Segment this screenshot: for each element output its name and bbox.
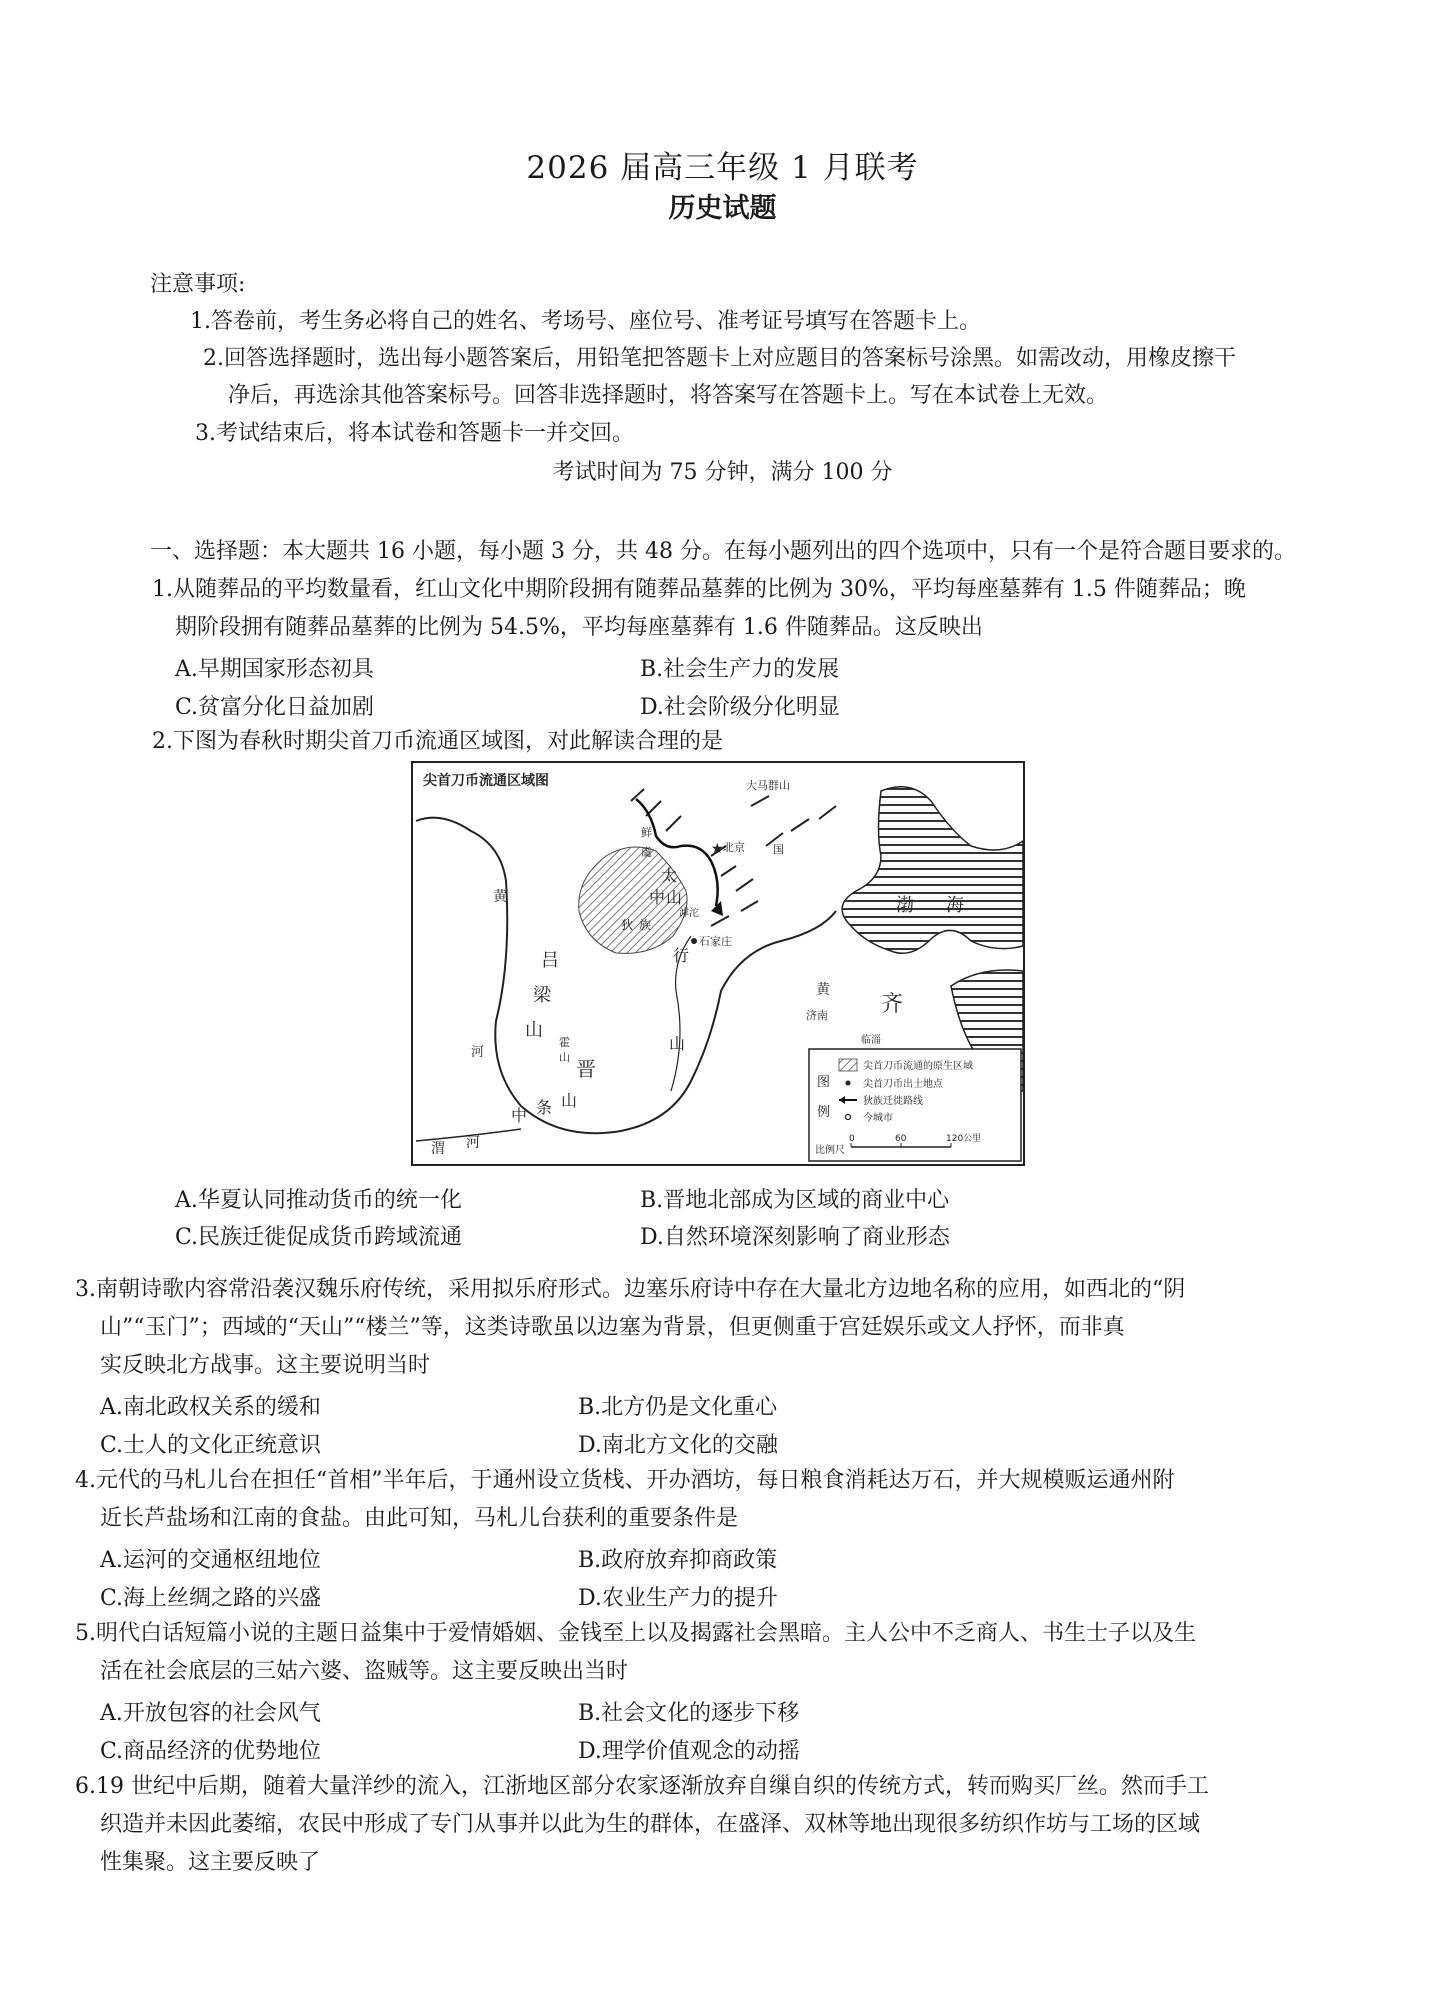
option-d: D.理学价值观念的动摇 — [578, 1739, 800, 1764]
question-text: 活在社会底层的三姑六婆、盗贼等。这主要反映出当时 — [100, 1659, 629, 1684]
shijiazhuang-dot — [691, 938, 697, 944]
option-d: D.农业生产力的提升 — [578, 1586, 778, 1611]
option-c: C.商品经济的优势地位 — [100, 1739, 322, 1764]
option-d: D.社会阶级分化明显 — [640, 695, 840, 720]
zhongshan-1: 中 — [649, 888, 666, 907]
zhongtiao-1: 中 — [511, 1106, 528, 1125]
wei-label: 渭 — [431, 1141, 445, 1157]
di-2: 族 — [639, 918, 652, 932]
guo-label: 国 — [773, 843, 784, 856]
exam-subtitle: 历史试题 — [668, 193, 777, 224]
qi-label: 齐 — [881, 992, 904, 1017]
exam-title: 2026 届高三年级 1 月联考 — [526, 150, 919, 186]
option-a: A.开放包容的社会风气 — [100, 1701, 321, 1726]
zhongtiao-3: 山 — [561, 1091, 578, 1110]
damaqun-label: 大马群山 — [746, 779, 790, 792]
notice-heading: 注意事项: — [150, 272, 246, 297]
huo-1: 霍 — [559, 1036, 570, 1049]
question-text: 织造并未因此萎缩，农民中形成了专门从事并以此为生的群体，在盛泽、双林等地出现很多纺织作坊与工场的区域 — [100, 1812, 1201, 1837]
option-b: B.晋地北部成为区域的商业中心 — [640, 1188, 950, 1213]
legend-item: 尖首刀币流通的原生区域 — [863, 1061, 973, 1072]
jinan-label: 济南 — [806, 1009, 828, 1022]
jin-label: 晋 — [576, 1057, 596, 1081]
beijing-label: 北京 — [723, 841, 745, 854]
option-a: A.早期国家形态初具 — [175, 657, 374, 682]
legend-tu: 图 — [817, 1075, 831, 1090]
option-a: A.华夏认同推动货币的统一化 — [175, 1188, 462, 1213]
option-a: A.南北政权关系的缓和 — [100, 1395, 321, 1420]
question-text: 2.下图为春秋时期尖首刀币流通区域图，对此解读合理的是 — [152, 729, 723, 754]
scale-tick: 120公里 — [946, 1134, 982, 1144]
legend-item: 尖首刀币出土地点 — [863, 1079, 943, 1090]
scale-label: 比例尺 — [815, 1145, 845, 1156]
question-text: 近长芦盐场和江南的食盐。由此可知，马札儿台获利的重要条件是 — [100, 1506, 739, 1531]
option-b: B.社会生产力的发展 — [640, 657, 840, 682]
huang-river-2: 河 — [471, 1045, 485, 1060]
option-c: C.海上丝绸之路的兴盛 — [100, 1586, 322, 1611]
notice-item: 1.答卷前，考生务必将自己的姓名、考场号、座位号、准考证号填写在答题卡上。 — [190, 309, 981, 334]
huang-river-3: 黄 — [816, 982, 830, 998]
linzi-label: 临淄 — [861, 1035, 881, 1046]
notice-item: 3.考试结束后，将本试卷和答题卡一并交回。 — [195, 421, 634, 446]
option-c: C.士人的文化正统意识 — [100, 1433, 322, 1458]
notice-item: 2.回答选择题时，选出每小题答案后，用铅笔把答题卡上对应题目的答案标号涂黑。如需改动，用橡皮擦干 — [203, 346, 1236, 371]
question-text: 3.南朝诗歌内容常沿袭汉魏乐府传统，采用拟乐府形式。边塞乐府诗中存在大量北方边地名称的应用，如西北的“阴 — [75, 1277, 1186, 1302]
di-1: 狄 — [621, 918, 634, 932]
option-d: D.自然环境深刻影响了商业形态 — [640, 1225, 950, 1250]
huang-river-1: 黄 — [493, 889, 507, 905]
scale-tick: 60 — [895, 1134, 907, 1144]
taihang-2: 行 — [673, 946, 690, 965]
taihang-3: 山 — [669, 1034, 686, 1053]
wei-he-label: 河 — [466, 1135, 480, 1151]
taihang-1: 太 — [661, 866, 678, 885]
question-text: 4.元代的马札儿台在担任“首相”半年后，于通州设立货栈、开办酒坊，每日粮食消耗达万石，并大规模贩运通州附 — [75, 1468, 1175, 1493]
question-text: 山”“玉门”；西域的“天山”“楼兰”等，这类诗歌虽以边塞为背景，但更侧重于宫廷娱乐或文人抒怀，而非真 — [100, 1315, 1125, 1340]
option-c: C.贫富分化日益加剧 — [175, 695, 375, 720]
zhongtiao-2: 条 — [536, 1098, 553, 1117]
legend-item: 狄族迁徙路线 — [863, 1096, 923, 1107]
legend-li: 例 — [817, 1105, 831, 1120]
beijing-star: ★ — [711, 841, 724, 857]
option-c: C.民族迁徙促成货币跨域流通 — [175, 1225, 463, 1250]
option-d: D.南北方文化的交融 — [578, 1433, 778, 1458]
notice-item: 净后，再选涂其他答案标号。回答非选择题时，将答案写在答题卡上。写在本试卷上无效。 — [228, 383, 1109, 408]
legend-item: 今城市 — [863, 1113, 893, 1124]
hutuo-label: 滹沱 — [679, 908, 699, 919]
option-b: B.北方仍是文化重心 — [578, 1395, 778, 1420]
shijiazhuang-label: 石家庄 — [699, 935, 732, 948]
huo-2: 山 — [559, 1051, 570, 1064]
coin-circulation-map — [411, 761, 1025, 1166]
zhongshan-2: 山 — [666, 888, 683, 907]
question-text: 5.明代白话短篇小说的主题日益集中于爱情婚姻、金钱至上以及揭露社会黑暗。主人公中不乏商人、书生士子以及生 — [75, 1621, 1196, 1646]
time-note: 考试时间为 75 分钟，满分 100 分 — [552, 460, 893, 485]
question-text: 期阶段拥有随葬品墓葬的比例为 54.5%，平均每座墓葬有 1.6 件随葬品。这反映出 — [175, 615, 983, 640]
question-text: 性集聚。这主要反映了 — [100, 1850, 321, 1875]
option-b: B.社会文化的逐步下移 — [578, 1701, 800, 1726]
question-text: 实反映北方战事。这主要说明当时 — [100, 1353, 431, 1378]
hai-label: 海 — [946, 895, 964, 916]
bohai-label: 渤 — [896, 895, 914, 916]
option-a: A.运河的交通枢纽地位 — [100, 1548, 321, 1573]
section-heading: 一、选择题：本大题共 16 小题，每小题 3 分，共 48 分。在每小题列出的四个选项中，只有一个是符合题目要求的。 — [150, 539, 1296, 564]
question-text: 1.从随葬品的平均数量看，红山文化中期阶段拥有随葬品墓葬的比例为 30%，平均每座墓葬有 1.5 件随葬品；晚 — [152, 577, 1246, 602]
lvliang-2: 梁 — [533, 985, 551, 1006]
yu-label: 虞 — [641, 846, 652, 859]
map-legend — [809, 1049, 1021, 1161]
lvliang-3: 山 — [525, 1020, 543, 1041]
scale-tick: 0 — [849, 1134, 855, 1144]
xian-label: 鲜 — [641, 826, 652, 839]
map-title: 尖首刀币流通区域图 — [423, 773, 549, 789]
option-b: B.政府放弃抑商政策 — [578, 1548, 778, 1573]
question-text: 6.19 世纪中后期，随着大量洋纱的流入，江浙地区部分农家逐渐放弃自缫自织的传统方式，转而购买厂丝。然而手工 — [75, 1774, 1209, 1799]
lvliang-1: 吕 — [541, 950, 559, 971]
